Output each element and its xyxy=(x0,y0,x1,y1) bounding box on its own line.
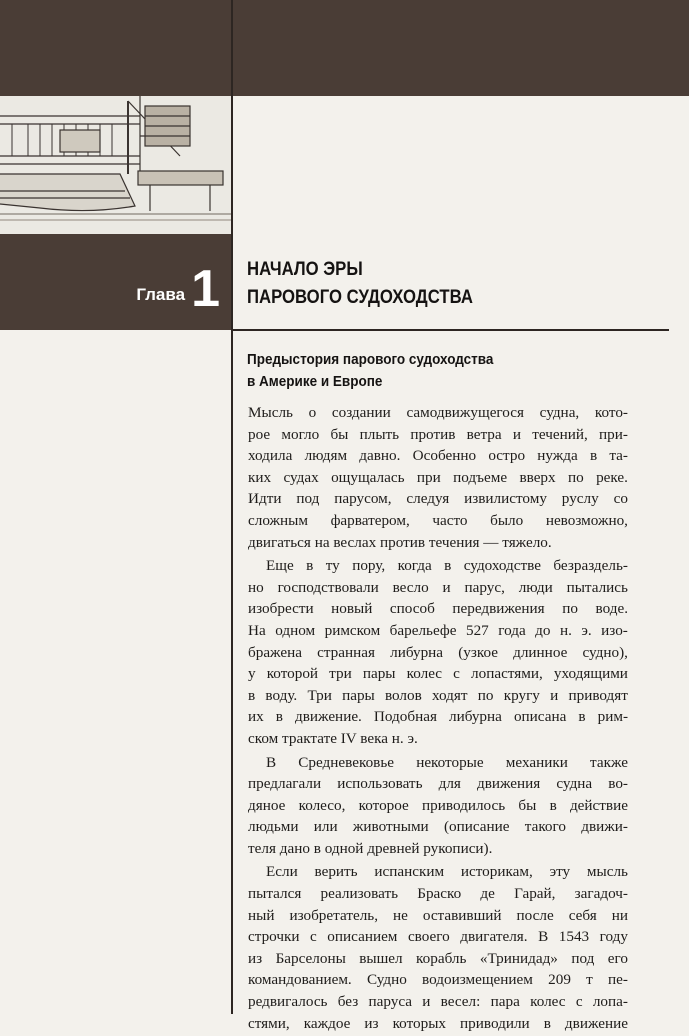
text-line: дяное колесо, которое приводилось бы в действие xyxy=(248,796,628,814)
body-text xyxy=(248,402,628,1036)
text-line: ходила людям давно. Особенно остро нужда в та- xyxy=(248,447,628,465)
text-line: их в движение. Подобная либурна описана в рим- xyxy=(248,708,628,726)
chapter-title-line: ПАРОВОГО СУДОХОДСТВА xyxy=(247,287,473,308)
text-line: ный изобретатель, не оставивший после себя ни xyxy=(248,906,628,924)
text-line: Если верить испанским историкам, эту мысль xyxy=(266,863,628,881)
text-line: рое могло бы плыть против ветра и течений, при- xyxy=(248,425,628,443)
chapter-title-line: НАЧАЛО ЭРЫ xyxy=(247,259,363,280)
text-line: в воду. Три пары волов ходят по кругу и приводят xyxy=(248,686,628,704)
paragraph xyxy=(248,402,628,553)
top-header-band xyxy=(232,0,689,96)
text-line: Мысль о создании самодвижущегося судна, кото- xyxy=(248,404,628,421)
text-line: теля дано в одной древней рукописи). xyxy=(248,839,493,857)
section-heading-line: в Америке и Европе xyxy=(247,373,383,390)
text-line: стями, каждое из которых приводили в движение xyxy=(248,1014,628,1032)
text-line: редвигалось без паруса и весел: пара колес с лопа- xyxy=(248,993,628,1011)
chapter-label xyxy=(136,255,220,318)
text-line: изобрести новый способ передвижения по воде. xyxy=(248,600,628,618)
text-line: строчки с описанием своего двигателя. В 1543 году xyxy=(248,928,628,946)
paragraph xyxy=(248,861,628,1034)
text-line: пытался реализовать Браско де Гарай, загадоч- xyxy=(248,885,628,903)
section-heading xyxy=(247,349,625,393)
text-line: На одном римском барельефе 527 года до н. э. изо- xyxy=(248,621,628,639)
text-line: предлагали использовать для движения судна во- xyxy=(248,775,628,793)
text-line: командованием. Судно водоизмещением 209 т пе- xyxy=(248,971,628,989)
text-line: ких судах ощущалась при подъеме вверх по реке. xyxy=(248,468,628,486)
text-line: Идти под парусом, следуя извилистому руслу со xyxy=(248,490,628,508)
text-line: ском трактате IV века н. э. xyxy=(248,729,418,747)
text-line: но господствовали весло и парус, люди пытались xyxy=(248,578,628,596)
text-line: двигаться на веслах против течения — тяжело. xyxy=(248,533,552,551)
paragraph xyxy=(248,555,628,749)
title-rule xyxy=(232,329,669,331)
text-line: сложным фарватером, часто было невозможно, xyxy=(248,511,628,529)
ship-drawing xyxy=(0,96,232,234)
paddle-steamer-illustration xyxy=(0,96,232,234)
paragraph xyxy=(248,752,628,860)
text-line: людьми или животными (описание такого движи- xyxy=(248,818,628,836)
section-heading-line: Предыстория парового судоходства xyxy=(247,351,494,368)
text-line: у которой три пары колес с лопастями, уходящими xyxy=(248,665,628,683)
chapter-title xyxy=(247,256,608,312)
text-line: В Средневековье некоторые механики также xyxy=(266,753,628,771)
text-line: бражена странная либурна (узкое длинное судно), xyxy=(248,643,628,661)
chapter-number: 1 xyxy=(191,260,220,318)
vertical-divider xyxy=(231,0,233,1014)
text-line: Еще в ту пору, когда в судоходстве безраздель- xyxy=(266,557,628,575)
text-line: из Барселоны вышел корабль «Тринидад» под его xyxy=(248,949,628,967)
chapter-word: Глава xyxy=(136,285,186,304)
